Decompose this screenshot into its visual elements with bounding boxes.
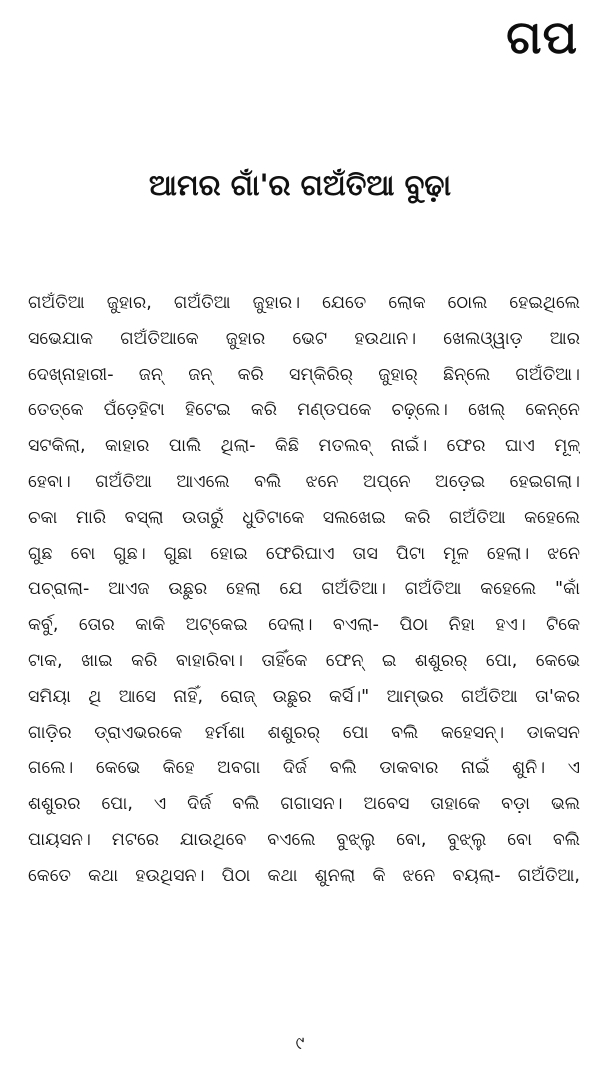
story-body (28, 286, 580, 895)
body-line: ପଚ୍ରାଲା- ଆଏଜ ଉଛୁର ହେଲା ଯେ ଗଅଁତିଆ। ଗଅଁତିଆ କହେଲେ "କାଁ (28, 579, 580, 600)
body-line: କର୍ବୁ, ତୋର କାକି ଅଟ୍‌କେଇ ଦେଲା। ବଏଲା- ପିଠା ନିହା ହଏ। ଟିକେ (28, 615, 580, 636)
body-line: ଟାକ, ଖାଇ କରି ବାହାରିବା। ତାହିଁକେ ଫେନ୍ ଇ ଶଶୁରର୍ ପୋ, କେଭେ (28, 650, 580, 671)
body-line: ଶଶୁରର ପୋ, ଏ ଦିର୍ଜ ବଲି ଗଗାସନ। ଅବେସ ତାହାକେ ବଡ଼ା ଭଲ (28, 794, 580, 815)
body-line: ଗଲେ। କେଭେ କିହେ ଅବଗା ଦିର୍ଜ ବଲି ଡାକବାର ନାଇଁ ଶୁନି। ଏ (28, 758, 580, 779)
section-heading: ଗପ (506, 10, 578, 64)
body-line: ଗୁଛ ବୋ ଗୁଛ। ଗୁଛା ହୋଇ ଫେରିଘାଏ ତାସ ପିଟା ମୂଳ ହେଲା। ଝନେ (28, 543, 580, 564)
body-line: ସଭେଯାକ ଗଅଁତିଆକେ ଜୁହାର ଭେଟ ହଉଥାନ। ଖେଲଓ୍ୱାଡ଼ ଆର (28, 328, 580, 349)
body-line: ଗଅଁତିଆ ଜୁହାର, ଗଅଁତିଆ ଜୁହାର। ଯେତେ ଲୋକ ଠୋଲ ହେଇଥିଲେ (28, 293, 580, 313)
body-line: ଚକା ମାରି ବସ୍‌ଲା ଉତାରୁଁ ଧୁତିଟାକେ ସଲଖେଇ କରି ଗଅଁତିଆ କହେଲେ (28, 507, 580, 528)
body-line: ପାୟସନ। ମଟରେ ଯାଉଥିବେ ବଏଲେ ବୁଝ୍‌ଲୁ ବୋ, ବୁଝ୍‌ଲୁ ବୋ ବଲି (28, 829, 580, 850)
body-line: ସମିୟା ଥି ଆସେ ନାହିଁ, ରୋଜ୍ ଉଛୁର କର୍ସି।" ଆମ୍ଭର ଗଅଁତିଆ ତା'କର (28, 686, 580, 707)
body-line: କେତେ କଥା ହଉଥିସନ। ପିଠା କଥା ଶୁନଲା କି ଝନେ ବୟଲା- ଗଅଁତିଆ, (28, 865, 580, 886)
body-line: ତେତ୍‌କେ ପଁଡ଼େହିଟା ହିଟେଇ କରି ମଣ୍ଡପକେ ଚଢ଼୍‌ଲେ। ଖେଲ୍ କେନ୍‌ନେ (28, 400, 580, 421)
body-line: ଗାଡ଼ିର ଡ୍ରାଏଭରକେ ହର୍ମଶା ଶଶୁରର୍ ପୋ ବଲି କହେସନ୍। ଡାକସନ (28, 722, 580, 743)
page-number: ୯ (295, 1033, 305, 1054)
story-title: ଆମର ଗାଁ'ର ଗଅଁତିଆ ବୁଢ଼ା (148, 168, 452, 202)
body-line: ହେବା। ଗଅଁତିଆ ଆଏଲେ ବଲି ଝନେ ଅପ୍‌ନେ ଅଡ଼େଇ ହେଇଗଲା। (28, 471, 580, 492)
body-line: ଦେଖ୍‌ନାହାରୀ- ଜନ୍ ଜନ୍ କରି ସମ୍‌କିରିର୍ ଜୁହାର୍ ଛିନ୍‌ଲେ ଗଅଁତିଆ। (28, 364, 580, 385)
body-line: ସଟକିଲା, କାହାର ପାଲି ଥିଲା- କିଛି ମତଲବ୍ ନାଇଁ। ଫେର ଘାଏ ମୂଳ୍ (28, 436, 580, 457)
